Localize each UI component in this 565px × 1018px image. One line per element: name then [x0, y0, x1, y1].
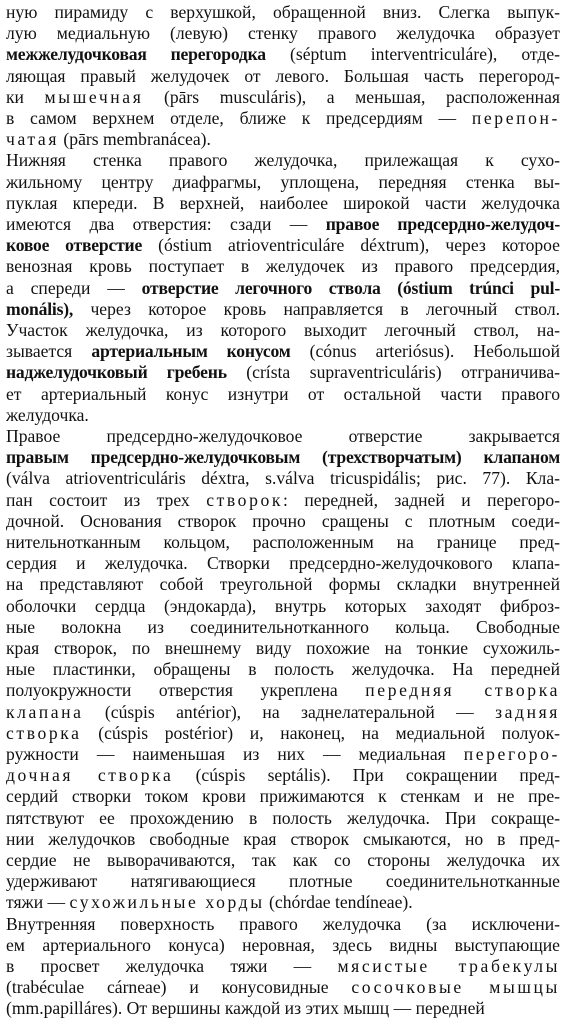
text-line [6, 659, 560, 679]
text-run: (cúspis postérior) и, наконец, на медиальной полуок- [81, 723, 560, 743]
text-run: а спереди — [6, 278, 142, 298]
text-line [6, 808, 560, 828]
text-line [6, 150, 560, 170]
text-run: (pārs musculáris), а меньшая, расположенная [143, 87, 560, 107]
text-run: полуокружности отверстия укреплена [6, 680, 366, 700]
text-run: (trabéculae cárneae) и конусовидные [6, 977, 352, 997]
text-run: (cúspis septális). При сокращении пред- [173, 765, 560, 785]
text-run: сердий створки током крови прижимаются к стенкам и не пре- [6, 786, 560, 806]
bold-term: monális), [6, 299, 74, 319]
text-line [6, 892, 560, 912]
text-line [6, 829, 560, 849]
text-line [6, 553, 560, 573]
text-run: (crísta supraventriculáris) отграничива- [226, 362, 560, 382]
text-run: желудочка. [6, 405, 89, 425]
text-line [6, 723, 560, 743]
text-run: (mm.papilláres). От вершины каждой из этих мышц — передней [6, 998, 485, 1018]
text-run: пуклая кпереди. В верхней, наиболее широкой части желудочка [6, 193, 560, 213]
text-line [6, 278, 560, 298]
text-line [6, 87, 560, 107]
text-line [6, 341, 560, 361]
spaced-term: передняя створка [365, 680, 560, 700]
text-line [6, 532, 560, 552]
text-run: дочной. Основания створок прочно сращены с плотным соеди- [6, 511, 560, 531]
spaced-term: створок [206, 490, 284, 510]
text-line [6, 935, 560, 955]
bold-term: правым предсердно-желудочковым (трехстворчатым) клапаном [6, 447, 560, 467]
text-line [6, 172, 560, 192]
spaced-term: перепон- [471, 108, 560, 128]
bold-term: ковое отверстие [6, 235, 143, 255]
text-run: (óstium atrioventriculáre déxtrum), через которое [142, 235, 560, 255]
text-run: в самом верхнем отделе, ближе к предсердиям — [6, 108, 472, 128]
spaced-term: задняя [495, 702, 560, 722]
text-run: тяжи — [6, 892, 70, 912]
text-line [6, 320, 560, 340]
text-run: нии желудочков свободные края створок смыкаются, но в пред- [6, 829, 560, 849]
text-run: Нижняя стенка правого желудочка, прилежащая к сухо- [6, 150, 560, 170]
text-line [6, 384, 560, 404]
text-line [6, 299, 560, 319]
text-line [6, 447, 560, 467]
text-run: ет артериальный конус изнутри от остальной части правого [6, 384, 560, 404]
text-run: (pārs membranácea). [59, 129, 211, 149]
text-line [6, 914, 560, 934]
spaced-term: чатая [6, 129, 60, 149]
text-line [6, 998, 560, 1018]
text-run: жильному центру диафрагмы, уплощена, передняя стенка вы- [6, 172, 560, 192]
text-run: пятствуют ее прохождению в полость желудочка. При сокраще- [6, 808, 560, 828]
text-run: Участок желудочка, из которого выходит легочный ствол, на- [6, 320, 560, 340]
text-run: : передней, задней и перегоро- [283, 490, 560, 510]
text-run: ем артериального конуса) неровная, здесь видны выступающие [6, 935, 560, 955]
text-run: (cúspis antérior), на заднелатеральной — [83, 702, 496, 722]
text-run: на представляют собой треугольной формы складки внутренней [6, 574, 560, 594]
text-line [6, 871, 560, 891]
spaced-term: створка [6, 723, 82, 743]
text-run: Правое предсердно-желудочковое отверстие закрывается [6, 426, 560, 446]
text-line [6, 490, 560, 510]
text-line [6, 744, 560, 764]
spaced-term: дочная створка [6, 765, 174, 785]
text-line [6, 405, 560, 425]
text-run: ную пирамиду с верхушкой, обращенной вниз. Слегка выпук- [6, 2, 560, 22]
text-run: лую медиальную (левую) стенку правого желудочка образует [6, 23, 560, 43]
spaced-term: клапана [6, 702, 84, 722]
spaced-term: сухожильные хорды [69, 892, 265, 912]
text-run: Внутренняя поверхность правого желудочка (за исключени- [6, 914, 560, 934]
text-line [6, 977, 560, 997]
spaced-term: мясистые трабекулы [337, 956, 560, 976]
text-run: ные волокна из соединительнотканного кольца. Свободные [6, 617, 560, 637]
text-run: ные пластинки, обращены в полость желудочка. На передней [6, 659, 560, 679]
text-run: нительнотканным кольцом, расположенным на границе пред- [6, 532, 560, 552]
text-line [6, 956, 560, 976]
text-line [6, 786, 560, 806]
text-line [6, 235, 560, 255]
text-run: оболочки сердца (эндокарда), внутрь которых заходят фиброз- [6, 596, 560, 616]
text-run: сердия и желудочка. Створки предсердно-желудочкового клапа- [6, 553, 560, 573]
spaced-term: перегоро- [463, 744, 560, 764]
text-line [6, 617, 560, 637]
text-line [6, 214, 560, 234]
bold-term: правое предсердно-желудоч- [325, 214, 560, 234]
text-line [6, 511, 560, 531]
text-line [6, 702, 560, 722]
text-line [6, 596, 560, 616]
text-run: сердие не выворачиваются, так как со стороны желудочка их [6, 850, 560, 870]
text-line [6, 850, 560, 870]
text-run: зывается [6, 341, 92, 361]
text-line [6, 426, 560, 446]
text-run: (séptum interventriculáre), отде- [265, 44, 560, 64]
text-line [6, 468, 560, 488]
text-line [6, 66, 560, 86]
text-run: ляющая правый желудочек от левого. Большая часть перегород- [6, 66, 560, 86]
text-run: (válva atrioventriculáris déxtra, s.válva tricuspidális; рис. 77). Кла- [6, 468, 560, 488]
bold-term: наджелудочковый гребень [6, 362, 227, 382]
text-run: (cónus arteriósus). Небольшой [290, 341, 560, 361]
text-run: венозная кровь поступает в желудочек из правого предсердия, [6, 256, 560, 276]
text-line [6, 574, 560, 594]
text-run: удерживают натягивающиеся плотные соединительнотканные [6, 871, 560, 891]
text-run: ки [6, 87, 45, 107]
text-line [6, 108, 560, 128]
text-line [6, 44, 560, 64]
text-run: в просвет желудочка тяжи — [6, 956, 338, 976]
text-run: края створок, по внешнему виду похожие на тонкие сухожиль- [6, 638, 560, 658]
bold-term: межжелудочковая перегородка [6, 44, 266, 64]
text-run: ружности — наименьшая из них — медиальная [6, 744, 464, 764]
spaced-term: мышечная [44, 87, 144, 107]
text-run: имеются два отверстия: сзади — [6, 214, 326, 234]
text-line [6, 765, 560, 785]
text-run: (chórdae tendíneae). [264, 892, 413, 912]
text-line [6, 193, 560, 213]
spaced-term: сосочковые мышцы [351, 977, 560, 997]
text-line [6, 2, 560, 22]
text-run: пан состоит из трех [6, 490, 207, 510]
text-line [6, 362, 560, 382]
bold-term: отверстие легочного ствола (óstium trúnci pul- [141, 278, 560, 298]
text-line [6, 638, 560, 658]
text-line [6, 680, 560, 700]
text-line [6, 256, 560, 276]
text-line [6, 129, 560, 149]
bold-term: артериальным конусом [91, 341, 291, 361]
text-line [6, 23, 560, 43]
text-run: через которое кровь направляется в легочный ствол. [73, 299, 560, 319]
